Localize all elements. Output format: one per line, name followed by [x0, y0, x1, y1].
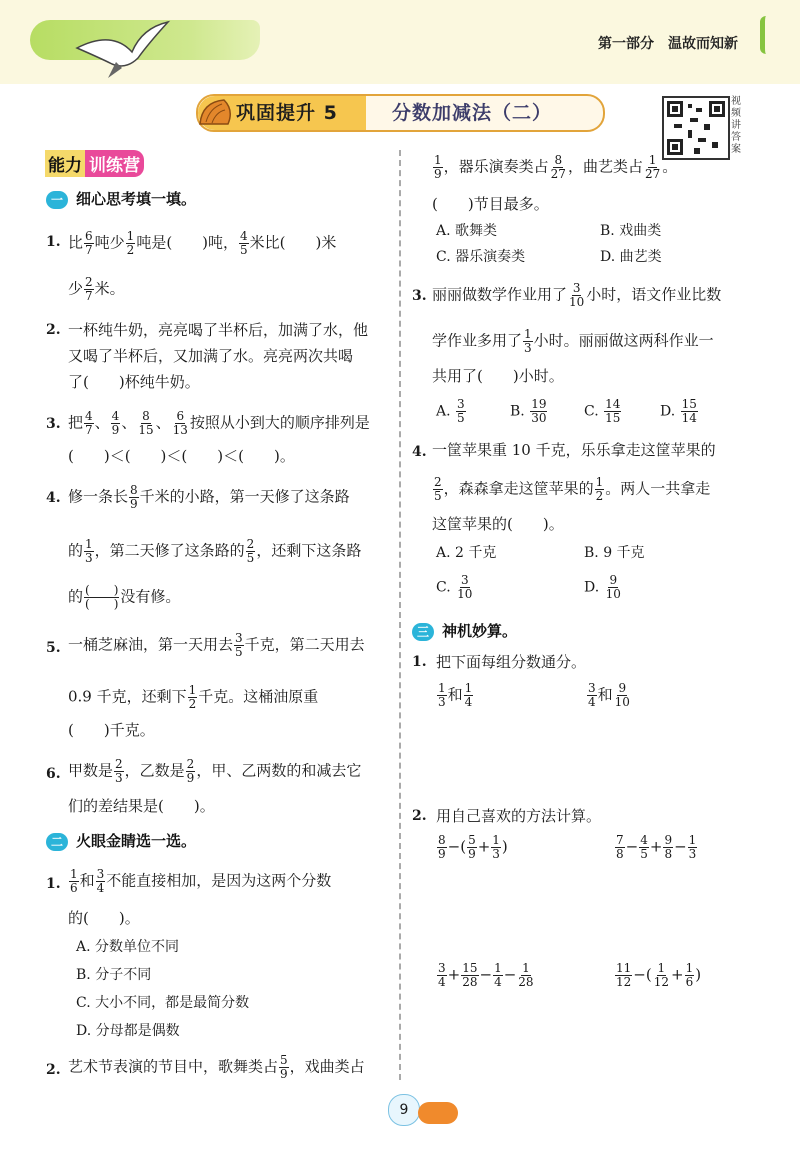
- question-number: 1.: [46, 876, 61, 892]
- s2-question-4-line-1: 一筐苹果重 10 千克，乐乐拿走这筐苹果的: [432, 441, 716, 459]
- question-number: 2.: [412, 808, 427, 824]
- bird-icon: [72, 18, 172, 82]
- s2-question-2-line-1: 艺术节表演的节目中，歌舞类占 $\frac{5}{9}$ ，戏曲类占: [68, 1053, 365, 1081]
- option-d[interactable]: D. 分母都是偶数: [76, 1023, 180, 1039]
- option-c[interactable]: C. $\frac{14}{15}$: [584, 397, 621, 425]
- option-d[interactable]: D. $\frac{15}{14}$: [660, 397, 697, 425]
- question-4-line-1: 修一条长 $\frac{8}{9}$ 千米的小路，第一天修了这条路: [68, 483, 350, 511]
- option-d[interactable]: D. 曲艺类: [600, 249, 662, 265]
- question-number: 2.: [46, 322, 61, 338]
- expression-1: $\frac{8}{9}$ −( $\frac{5}{9}$ + $\frac{1}{3}$ ): [438, 833, 508, 861]
- corner-mark: [760, 16, 777, 54]
- shell-icon: [198, 96, 234, 128]
- question-number: 4.: [412, 444, 427, 460]
- option-a[interactable]: A. $\frac{3}{5}$: [436, 397, 465, 425]
- option-c[interactable]: C. $\frac{3}{10}$: [436, 573, 473, 601]
- section-1-title: 一 细心思考填一填。: [46, 188, 196, 209]
- s2-question-2-line-2: $\frac{1}{9}$ ，器乐演奏类占 $\frac{8}{27}$ ，曲艺类占 $\frac{1}{27}$ 。: [434, 153, 678, 181]
- s2-question-1-line-2: 的( )。: [68, 909, 140, 927]
- option-b[interactable]: B. 戏曲类: [600, 223, 662, 239]
- expression-2: $\frac{7}{8}$ − $\frac{4}{5}$ + $\frac{9}{8}$ − $\frac{1}{3}$: [616, 833, 697, 861]
- question-3-line-1: 把 $\frac{4}{7}$ 、 $\frac{4}{9}$ 、 $\frac{8}{15}$ 、 $\frac{6}{13}$ 按照从小到大的顺序排列是: [68, 409, 370, 437]
- question-5-line-2: 0.9 千克，还剩下 $\frac{1}{2}$ 千克。这桶油原重: [68, 683, 319, 711]
- question-3-line-2: ( )＜( )＜( )＜( )。: [68, 447, 295, 465]
- s3-question-1-text: 把下面每组分数通分。: [436, 653, 587, 671]
- s2-question-4-line-3: 这筐苹果的( )。: [432, 515, 564, 533]
- option-b[interactable]: B. 9 千克: [584, 545, 645, 561]
- question-number: 5.: [46, 640, 61, 656]
- question-number: 2.: [46, 1062, 61, 1078]
- question-2-line-3: 了( )杯纯牛奶。: [68, 373, 200, 391]
- question-6-line-1: 甲数是 $\frac{2}{3}$ ，乙数是 $\frac{2}{9}$ ，甲、乙两数的和减去它: [68, 757, 362, 785]
- option-a[interactable]: A. 2 千克: [436, 545, 497, 561]
- question-number: 3.: [412, 288, 427, 304]
- s2-question-1-line-1: $\frac{1}{6}$ 和 $\frac{3}{4}$ 不能直接相加，是因为这两个分数: [70, 867, 332, 895]
- section-3-title: 三 神机妙算。: [412, 620, 517, 641]
- question-number: 6.: [46, 766, 61, 782]
- option-a[interactable]: A. 歌舞类: [436, 223, 498, 239]
- option-c[interactable]: C. 大小不同，都是最简分数: [76, 995, 250, 1011]
- expression-3: $\frac{3}{4}$ + $\frac{15}{28}$ − $\frac{1}{4}$ − $\frac{1}{28}$: [438, 961, 534, 989]
- lesson-topic: 分数加减法（二）: [392, 102, 553, 124]
- expression-4: $\frac{11}{12}$ −( $\frac{1}{12}$ + $\frac{1}{6}$ ): [616, 961, 702, 989]
- submarine-icon: [418, 1102, 458, 1124]
- option-c[interactable]: C. 器乐演奏类: [436, 249, 526, 265]
- s2-question-3-line-2: 学作业多用了 $\frac{1}{3}$ 小时。丽丽做这两科作业一: [432, 327, 714, 355]
- question-1-line-2: 少 $\frac{2}{7}$ 米。: [68, 275, 125, 303]
- s2-question-3-line-3: 共用了( )小时。: [432, 367, 564, 385]
- section-2-title: 二 火眼金睛选一选。: [46, 830, 196, 851]
- fraction-pair-1: $\frac{1}{3}$ 和 $\frac{1}{4}$: [438, 681, 473, 709]
- fraction-pair-2: $\frac{3}{4}$ 和 $\frac{9}{10}$: [588, 681, 630, 709]
- option-b[interactable]: B. 分子不同: [76, 967, 152, 983]
- question-4-line-3: 的 ( ) ( ) 没有修。: [68, 583, 181, 611]
- lesson-title: 巩固提升 5: [236, 102, 338, 124]
- question-2-line-1: 一杯纯牛奶，亮亮喝了半杯后，加满了水，他: [68, 321, 369, 339]
- qr-code-icon[interactable]: [662, 96, 730, 160]
- section-label: 第一部分 温故而知新: [598, 36, 738, 52]
- option-d[interactable]: D. $\frac{9}{10}$: [584, 573, 621, 601]
- qr-caption: 视频讲答案: [731, 96, 741, 155]
- question-2-line-2: 又喝了半杯后，又加满了水。亮亮两次共喝: [68, 347, 354, 365]
- page-number: 9: [388, 1094, 420, 1126]
- question-number: 3.: [46, 416, 61, 432]
- question-number: 1.: [46, 234, 61, 250]
- question-4-line-2: 的 $\frac{1}{3}$ ，第二天修了这条路的 $\frac{2}{5}$ ，还剩下这条路: [68, 537, 362, 565]
- question-1-line-1: 比 $\frac{6}{7}$ 吨少 $\frac{1}{2}$ 吨是( )吨， $\frac{4}{5}$ 米比( )米: [68, 229, 337, 257]
- ability-training-tag: 能力 训练营: [45, 150, 144, 176]
- question-6-line-2: 们的差结果是( )。: [68, 797, 215, 815]
- question-5-line-1: 一桶芝麻油，第一天用去 $\frac{3}{5}$ 千克，第二天用去: [68, 631, 365, 659]
- s2-question-4-line-2: $\frac{2}{5}$ ，森森拿走这筐苹果的 $\frac{1}{2}$ 。两人一共拿走: [434, 475, 711, 503]
- question-5-line-3: ( )千克。: [68, 721, 155, 739]
- question-number: 1.: [412, 654, 427, 670]
- question-number: 4.: [46, 490, 61, 506]
- s3-question-2-text: 用自己喜欢的方法计算。: [436, 807, 602, 825]
- option-b[interactable]: B. $\frac{19}{30}$: [510, 397, 547, 425]
- column-divider: [399, 150, 401, 1080]
- s2-question-3-line-1: 丽丽做数学作业用了 $\frac{3}{10}$ 小时，语文作业比数: [432, 281, 722, 309]
- s2-question-2-line-3: ( )节目最多。: [432, 195, 549, 213]
- option-a[interactable]: A. 分数单位不同: [76, 939, 180, 955]
